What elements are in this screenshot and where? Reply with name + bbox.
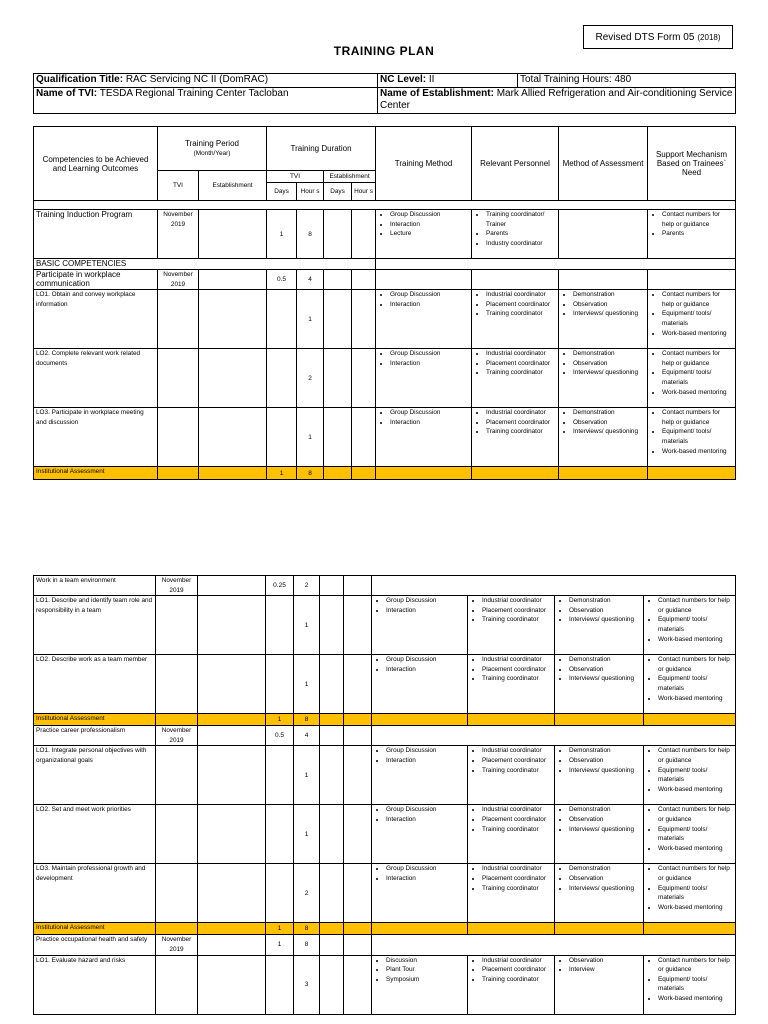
learning-outcome-cell: LO1. Obtain and convey workplace information: [34, 290, 158, 349]
assessment-cell: • Demonstration • Observation • Interviews/ questioning: [555, 655, 644, 714]
support-cell: • Contact numbers for help or guidance • Equipment/ tools/ materials • Work-based mentoring: [644, 955, 736, 1014]
method-cell: • Group Discussion • Interaction: [376, 349, 472, 408]
header-est-days: Days: [324, 183, 352, 201]
method-cell: • Group Discussion • Interaction • Lecture: [376, 210, 472, 259]
hours-cell: 8: [297, 210, 324, 259]
basic-competencies-label: BASIC COMPETENCIES: [34, 259, 376, 270]
assessment-cell: • Observation • Interview: [555, 955, 644, 1014]
personnel-cell: • Industrial coordinator • Placement coordinator • Training coordinator: [472, 349, 559, 408]
form-year: (2018): [697, 32, 721, 42]
table-row: LO1. Evaluate hazard and risks 3 • Discussion • Plant Tour • Symposium • Industrial coordinator • Placement coordinator • Training coordinator • Observation • Interview • Contact numbers for help or guidance • Equipment/ tools/ materials • Work-based mentoring: [34, 955, 736, 1014]
spacer-row: [34, 201, 736, 210]
assessment-cell: • Demonstration • Observation • Interviews/ questioning: [559, 349, 648, 408]
support-cell: • Contact numbers for help or guidance • Equipment/ tools/ materials • Work-based mentoring: [648, 349, 736, 408]
personnel-cell: • Training coordinator/ Trainer • Parents • Industry coordinator: [472, 210, 559, 259]
header-support-mechanism: Support Mechanism Based on Trainees` Need: [648, 127, 736, 201]
header-period-establishment: Establishment: [199, 171, 267, 201]
nc-level-cell: NC Level: II: [378, 74, 518, 88]
learning-outcome-cell: LO1. Describe and identify team role and responsibility in a team: [34, 596, 156, 655]
assessment-cell: • Demonstration • Observation • Interviews/ questioning: [555, 746, 644, 805]
personnel-cell: • Industrial coordinator • Placement coordinator • Training coordinator: [468, 655, 555, 714]
support-cell: • Contact numbers for help or guidance • Equipment/ tools/ materials • Work-based mentoring: [644, 805, 736, 864]
personnel-cell: • Industrial coordinator • Placement coordinator • Training coordinator: [468, 805, 555, 864]
assessment-row: Institutional Assessment 1 8: [34, 714, 736, 726]
learning-outcome-cell: LO2. Complete relevant work related documents: [34, 349, 158, 408]
competency-cell: Practice career professionalism: [34, 726, 156, 746]
method-cell: • Group Discussion • Interaction: [376, 290, 472, 349]
tvi-cell: Name of TVI: TESDA Regional Training Center Tacloban: [34, 88, 378, 114]
method-cell: • Group Discussion • Interaction: [372, 864, 468, 923]
learning-outcome-cell: LO3. Maintain professional growth and development: [34, 864, 156, 923]
learning-outcome-cell: LO1. Evaluate hazard and risks: [34, 955, 156, 1014]
training-plan-table-1: [33, 126, 736, 480]
table-row: Participate in workplace communication November 2019 0.5 4: [34, 270, 736, 290]
qualification-info-table: [33, 73, 736, 114]
method-cell: • Group Discussion • Interaction: [372, 655, 468, 714]
table-row: LO1. Describe and identify team role and responsibility in a team 1 • Group Discussion • Interaction • Industrial coordinator • Placement coordinator • Training coordinator • Demonstration • Observation • Interviews/ questioning • Contact numbers for help or guidance • Equipment/ tools/ materials • Work-based mentoring: [34, 596, 736, 655]
page-title: TRAINING PLAN: [333, 44, 435, 58]
method-cell: • Group Discussion • Interaction: [376, 408, 472, 467]
table-row: Practice occupational health and safety November 2019 1 8: [34, 935, 736, 955]
table-row: LO2. Set and meet work priorities 1 • Group Discussion • Interaction • Industrial coordinator • Placement coordinator • Training coordinator • Demonstration • Observation • Interviews/ questioning • Contact numbers for help or guidance • Equipment/ tools/ materials • Work-based mentoring: [34, 805, 736, 864]
qualification-cell: Qualification Title: RAC Servicing NC II (DomRAC): [34, 74, 378, 88]
personnel-cell: • Industrial coordinator • Placement coordinator • Training coordinator: [468, 596, 555, 655]
form-label: Revised DTS Form 05: [595, 31, 695, 43]
assessment-cell: • Demonstration • Observation • Interviews/ questioning: [555, 864, 644, 923]
method-cell: • Group Discussion • Interaction: [372, 805, 468, 864]
support-cell: • Contact numbers for help or guidance • Parents: [648, 210, 736, 259]
header-training-method: Training Method: [376, 127, 472, 201]
establishment-cell: Name of Establishment: Mark Allied Refrigeration and Air-conditioning Service Center: [378, 88, 736, 114]
personnel-cell: • Industrial coordinator • Placement coordinator • Training coordinator: [468, 955, 555, 1014]
personnel-cell: • Industrial coordinator • Placement coordinator • Training coordinator: [468, 864, 555, 923]
header-tvi-days: Days: [267, 183, 297, 201]
method-cell: • Group Discussion • Interaction: [372, 746, 468, 805]
header-duration-establishment: Establishment: [324, 171, 376, 183]
table-row: LO2. Describe work as a team member 1 • Group Discussion • Interaction • Industrial coordinator • Placement coordinator • Training coordinator • Demonstration • Observation • Interviews/ questioning • Contact numbers for help or guidance • Equipment/ tools/ materials • Work-based mentoring: [34, 655, 736, 714]
table-row: LO2. Complete relevant work related documents 2 • Group Discussion • Interaction • Industrial coordinator • Placement coordinator • Training coordinator • Demonstration • Observation • Interviews/ questioning • Contact numbers for help or guidance • Equipment/ tools/ materials • Work-based mentoring: [34, 349, 736, 408]
support-cell: • Contact numbers for help or guidance • Equipment/ tools/ materials • Work-based mentoring: [644, 596, 736, 655]
total-hours-cell: Total Training Hours: 480: [518, 74, 736, 88]
header-est-hours: Hour s: [352, 183, 376, 201]
personnel-cell: • Industrial coordinator • Placement coordinator • Training coordinator: [472, 290, 559, 349]
competency-cell: Work in a team environment: [34, 576, 156, 596]
learning-outcome-cell: LO3. Participate in workplace meeting and discussion: [34, 408, 158, 467]
competency-cell: Training Induction Program: [34, 210, 158, 259]
support-cell: • Contact numbers for help or guidance • Equipment/ tools/ materials • Work-based mentoring: [648, 408, 736, 467]
method-cell: • Group Discussion • Interaction: [372, 596, 468, 655]
table-row: Work in a team environment November 2019 0.25 2: [34, 576, 736, 596]
header-training-period: Training Period (Month/Year): [158, 127, 267, 171]
table-row: Practice career professionalism November 2019 0.5 4: [34, 726, 736, 746]
assessment-cell: • Demonstration • Observation • Interviews/ questioning: [559, 408, 648, 467]
table-row: LO3. Maintain professional growth and development 2 • Group Discussion • Interaction • Industrial coordinator • Placement coordinator • Training coordinator • Demonstration • Observation • Interviews/ questioning • Contact numbers for help or guidance • Equipment/ tools/ materials • Work-based mentoring: [34, 864, 736, 923]
learning-outcome-cell: LO1. Integrate personal objectives with organizational goals: [34, 746, 156, 805]
support-cell: • Contact numbers for help or guidance • Equipment/ tools/ materials • Work-based mentoring: [648, 290, 736, 349]
header-method-of-assessment: Method of Assessment: [559, 127, 648, 201]
header-period-tvi: TVI: [158, 171, 199, 201]
personnel-cell: • Industrial coordinator • Placement coordinator • Training coordinator: [468, 746, 555, 805]
support-cell: • Contact numbers for help or guidance • Equipment/ tools/ materials • Work-based mentoring: [644, 746, 736, 805]
header-competencies: Competencies to be Achieved and Learning Outcomes: [34, 127, 158, 201]
table-row: LO1. Integrate personal objectives with organizational goals 1 • Group Discussion • Interaction • Industrial coordinator • Placement coordinator • Training coordinator • Demonstration • Observation • Interviews/ questioning • Contact numbers for help or guidance • Equipment/ tools/ materials • Work-based mentoring: [34, 746, 736, 805]
support-cell: • Contact numbers for help or guidance • Equipment/ tools/ materials • Work-based mentoring: [644, 655, 736, 714]
table-row: LO3. Participate in workplace meeting and discussion 1 • Group Discussion • Interaction • Industrial coordinator • Placement coordinator • Training coordinator • Demonstration • Observation • Interviews/ questioning • Contact numbers for help or guidance • Equipment/ tools/ materials • Work-based mentoring: [34, 408, 736, 467]
period-cell: November 2019: [158, 210, 199, 259]
header-training-duration: Training Duration: [267, 127, 376, 171]
assessment-row: Institutional Assessment 1 8: [34, 467, 736, 480]
header-relevant-personnel: Relevant Personnel: [472, 127, 559, 201]
method-cell: • Discussion • Plant Tour • Symposium: [372, 955, 468, 1014]
section-row: [34, 259, 736, 270]
learning-outcome-cell: LO2. Describe work as a team member: [34, 655, 156, 714]
support-cell: • Contact numbers for help or guidance • Equipment/ tools/ materials • Work-based mentoring: [644, 864, 736, 923]
assessment-cell: • Demonstration • Observation • Interviews/ questioning: [555, 805, 644, 864]
competency-cell: Practice occupational health and safety: [34, 935, 156, 955]
header-tvi-hours: Hour s: [297, 183, 324, 201]
competency-cell: Participate in workplace communication: [34, 270, 158, 290]
table-row: LO1. Obtain and convey workplace information 1 • Group Discussion • Interaction • Industrial coordinator • Placement coordinator • Training coordinator • Demonstration • Observation • Interviews/ questioning • Contact numbers for help or guidance • Equipment/ tools/ materials • Work-based mentoring: [34, 290, 736, 349]
institutional-assessment-label: Institutional Assessment: [34, 467, 158, 480]
learning-outcome-cell: LO2. Set and meet work priorities: [34, 805, 156, 864]
assessment-row: Institutional Assessment 1 8: [34, 923, 736, 935]
assessment-cell: • Demonstration • Observation • Interviews/ questioning: [555, 596, 644, 655]
assessment-cell: • Demonstration • Observation • Interviews/ questioning: [559, 290, 648, 349]
header-duration-tvi: TVI: [267, 171, 324, 183]
training-plan-table-2: [33, 575, 736, 1015]
personnel-cell: • Industrial coordinator • Placement coordinator • Training coordinator: [472, 408, 559, 467]
days-cell: 1: [267, 210, 297, 259]
table-row: [34, 210, 736, 259]
